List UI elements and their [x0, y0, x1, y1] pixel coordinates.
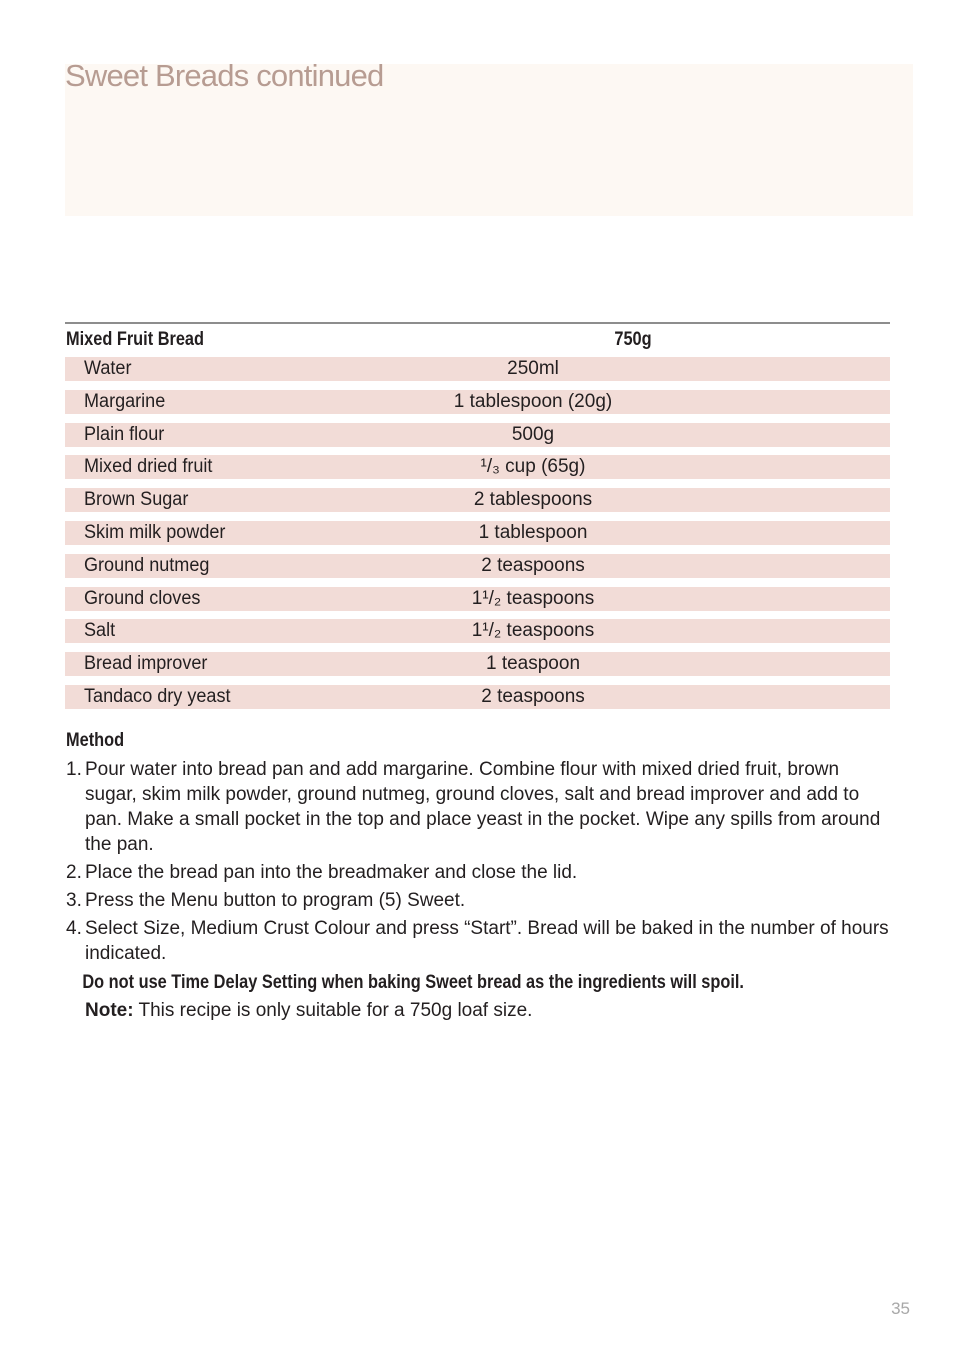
ingredient-quantity: 500g: [511, 423, 555, 445]
method-step: [66, 888, 890, 913]
ingredient-name: Ground nutmeg: [84, 554, 210, 576]
ingredient-name: Tandaco dry yeast: [84, 685, 231, 707]
ingredient-quantity: 1 teaspoon: [485, 653, 581, 675]
step-number: 1.: [66, 759, 82, 780]
ingredient-name: Brown Sugar: [84, 489, 189, 511]
ingredient-row: [65, 521, 890, 545]
ingredient-row: [65, 455, 890, 479]
step-number: 2.: [66, 862, 82, 883]
ingredient-name: Salt: [84, 620, 116, 642]
page-number: 35: [891, 1299, 910, 1318]
ingredient-quantity: 250ml: [507, 358, 559, 379]
ingredient-name: Water: [84, 358, 132, 379]
ingredient-name: Mixed dried fruit: [84, 456, 213, 478]
step-text: Press the Menu button to program (5) Sweet.: [85, 890, 466, 911]
ingredient-row: [65, 423, 890, 447]
ingredient-quantity: 1 tablespoon: [478, 521, 588, 543]
method-steps: [66, 757, 890, 1023]
step-text: Select Size, Medium Crust Colour and press “Start”. Bread will be baked in the number of hours indicated.: [85, 918, 889, 964]
note-label: Note:: [85, 1000, 134, 1021]
ingredient-row: [65, 554, 890, 578]
recipe-name: Mixed Fruit Bread: [66, 329, 205, 350]
ingredient-row: [65, 357, 890, 381]
note: [66, 998, 890, 1023]
ingredient-quantity: 2 tablespoons: [473, 489, 593, 511]
method-step: [66, 860, 890, 885]
step-text: Place the bread pan into the breadmaker and close the lid.: [85, 862, 578, 883]
ingredient-row: [65, 652, 890, 676]
ingredient-quantity: 2 teaspoons: [481, 685, 585, 707]
ingredient-row: [65, 488, 890, 512]
ingredient-name: Ground cloves: [84, 587, 201, 609]
page-title: Sweet Breads continued: [65, 58, 384, 93]
method-step: [66, 757, 890, 857]
ingredient-quantity: 1¹/₂ teaspoons: [471, 587, 595, 609]
ingredient-name: Margarine: [84, 390, 166, 412]
table-header: [65, 324, 890, 357]
ingredient-quantity: 1¹/₂ teaspoons: [471, 620, 595, 642]
ingredient-quantity: ¹/₃ cup (65g): [480, 456, 586, 478]
ingredient-row: [65, 587, 890, 611]
ingredient-quantity: 1 tablespoon (20g): [453, 390, 613, 412]
ingredient-name: Skim milk powder: [84, 521, 226, 543]
ingredient-name: Plain flour: [84, 423, 165, 445]
ingredient-row: [65, 685, 890, 709]
step-number: 4.: [66, 918, 82, 939]
step-list: [66, 757, 890, 966]
warning-text: Do not use Time Delay Setting when baking Sweet bread as the ingredients will spoil.: [82, 972, 744, 993]
loaf-size: 750g: [614, 329, 652, 350]
note-text: This recipe is only suitable for a 750g loaf size.: [133, 1000, 533, 1021]
ingredient-row: [65, 619, 890, 643]
method-title: Method: [66, 730, 125, 751]
method-step: [66, 916, 890, 966]
step-number: 3.: [66, 890, 82, 911]
recipe-table: [65, 322, 890, 718]
ingredient-name: Bread improver: [84, 653, 208, 675]
ingredient-row: [65, 390, 890, 414]
step-text: Pour water into bread pan and add margarine. Combine flour with mixed dried fruit, brown sugar, skim milk powder, ground nutmeg, ground cloves, salt and bread improver and add to pan. Make a small pocket in the top and place yeast in the pocket. Wipe any spills from around the pan.: [85, 759, 881, 855]
ingredient-quantity: 2 teaspoons: [481, 554, 585, 576]
ingredient-list: [65, 357, 890, 709]
